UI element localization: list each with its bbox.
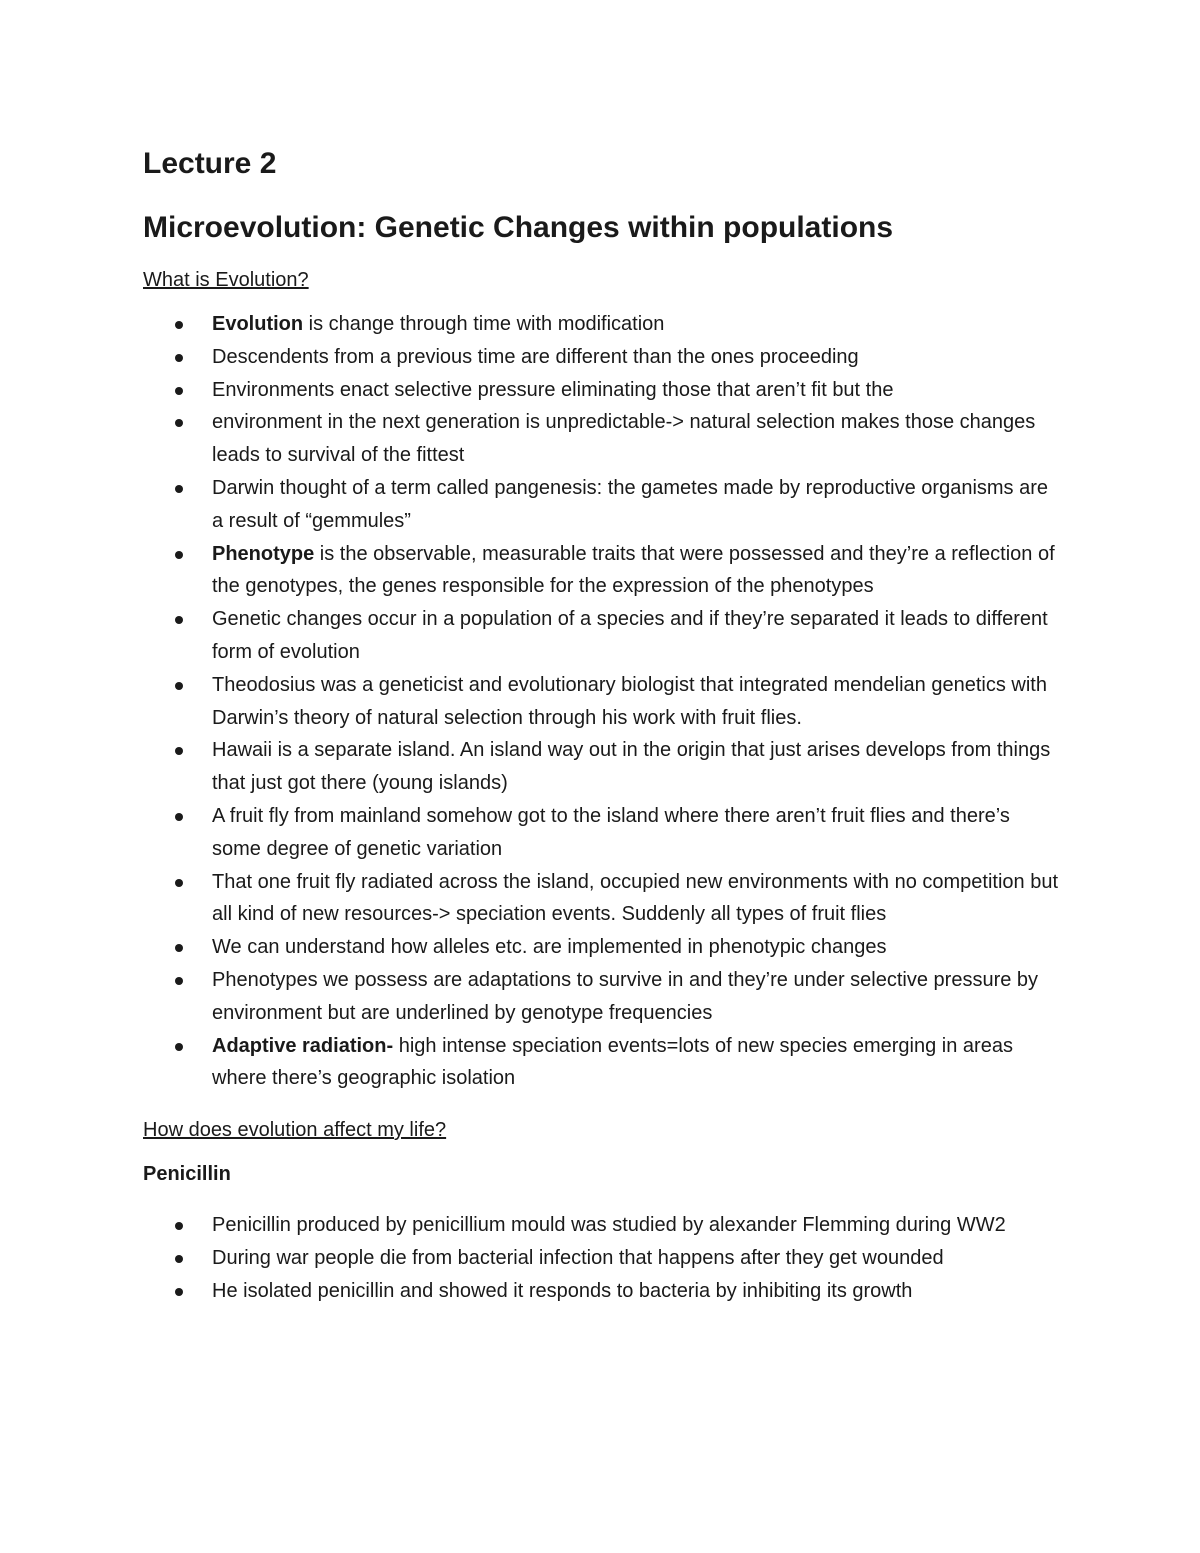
list-item xyxy=(143,1209,1063,1242)
bullet-text: A fruit fly from mainland somehow got to the island where there aren’t fruit flies and there’s some degree of genetic variation xyxy=(212,804,1010,860)
bullet-dot-icon xyxy=(175,1043,183,1051)
list-item xyxy=(143,472,1063,538)
list-item xyxy=(143,964,1063,1030)
document-page xyxy=(143,140,1063,1308)
bullet-dot-icon xyxy=(175,321,183,329)
list-item xyxy=(143,1030,1063,1096)
bullet-dot-icon xyxy=(175,616,183,624)
bullet-term: Adaptive radiation- xyxy=(212,1034,394,1057)
bullet-text: Genetic changes occur in a population of a species and if they’re separated it leads to different form of evolution xyxy=(212,608,1048,663)
bullet-text: is change through time with modification xyxy=(303,313,665,335)
bullet-term: Phenotype xyxy=(212,542,315,565)
document-subtitle: Microevolution: Genetic Changes within populations xyxy=(143,211,894,244)
bullet-dot-icon xyxy=(175,1222,183,1230)
bullet-dot-icon xyxy=(175,813,183,821)
bullet-dot-icon xyxy=(175,354,183,362)
bullet-text: Hawaii is a separate island. An island way out in the origin that just arises develops from things that just got there (young islands) xyxy=(212,739,1051,795)
document-title: Lecture 2 xyxy=(143,147,277,180)
list-item xyxy=(143,1275,1063,1308)
bullet-dot-icon xyxy=(175,419,183,427)
bullet-text: Darwin thought of a term called pangenesis: the gametes made by reproductive organisms are a result of “gemmules” xyxy=(212,476,1049,532)
list-item xyxy=(143,669,1063,735)
bullet-list-penicillin xyxy=(143,1209,1063,1307)
list-item xyxy=(143,734,1063,800)
list-item xyxy=(143,406,1063,472)
bullet-dot-icon xyxy=(175,485,183,493)
bullet-text: We can understand how alleles etc. are implemented in phenotypic changes xyxy=(212,936,887,959)
list-item xyxy=(143,931,1063,964)
list-item xyxy=(143,308,1063,341)
bullet-text: Phenotypes we possess are adaptations to survive in and they’re under selective pressure by environment but are underlined by genotype frequencies xyxy=(212,968,1039,1024)
list-item xyxy=(143,1242,1063,1275)
bullet-text: Descendents from a previous time are different than the ones proceeding xyxy=(212,345,859,368)
bullet-list-evolution xyxy=(143,308,1063,1095)
bullet-dot-icon xyxy=(175,879,183,887)
list-item xyxy=(143,603,1063,669)
bullet-text: Theodosius was a geneticist and evolutionary biologist that integrated mendelian genetics with Darwin’s theory of natural selection through his work with fruit flies. xyxy=(212,673,1047,729)
bullet-dot-icon xyxy=(175,387,183,395)
bullet-text: He isolated penicillin and showed it responds to bacteria by inhibiting its growth xyxy=(212,1279,913,1302)
bullet-dot-icon xyxy=(175,1255,183,1263)
bullet-text: is the observable, measurable traits that were possessed and they’re a reflection of the genotypes, the genes responsible for the expression of the phenotypes xyxy=(212,542,1055,598)
bullet-dot-icon xyxy=(175,1288,183,1296)
list-item xyxy=(143,341,1063,374)
bullet-text: That one fruit fly radiated across the island, occupied new environments with no competition but all kind of new resources-> speciation events. Suddenly all types of fruit flies xyxy=(212,870,1059,926)
section-heading-how-evolution-affects-life: How does evolution affect my life? xyxy=(143,1119,447,1142)
bullet-dot-icon xyxy=(175,551,183,559)
bullet-text: Penicillin produced by penicillium mould was studied by alexander Flemming during WW2 xyxy=(212,1214,1006,1237)
section-heading-what-is-evolution: What is Evolution? xyxy=(143,269,309,291)
list-item xyxy=(143,800,1063,866)
bullet-text: Environments enact selective pressure eliminating those that aren’t fit but the xyxy=(212,378,894,401)
list-item xyxy=(143,374,1063,407)
list-item xyxy=(143,538,1063,604)
bullet-text: During war people die from bacterial infection that happens after they get wounded xyxy=(212,1246,944,1269)
bullet-dot-icon xyxy=(175,944,183,952)
list-item xyxy=(143,866,1063,932)
bullet-text: environment in the next generation is unpredictable-> natural selection makes those changes leads to survival of the fittest xyxy=(212,411,1036,467)
bullet-text: high intense speciation events=lots of new species emerging in areas where there’s geographic isolation xyxy=(212,1034,1013,1090)
bullet-dot-icon xyxy=(175,682,183,690)
bullet-term: Evolution xyxy=(212,313,304,335)
sub-heading-penicillin: Penicillin xyxy=(143,1163,231,1186)
bullet-dot-icon xyxy=(175,977,183,985)
bullet-dot-icon xyxy=(175,747,183,755)
